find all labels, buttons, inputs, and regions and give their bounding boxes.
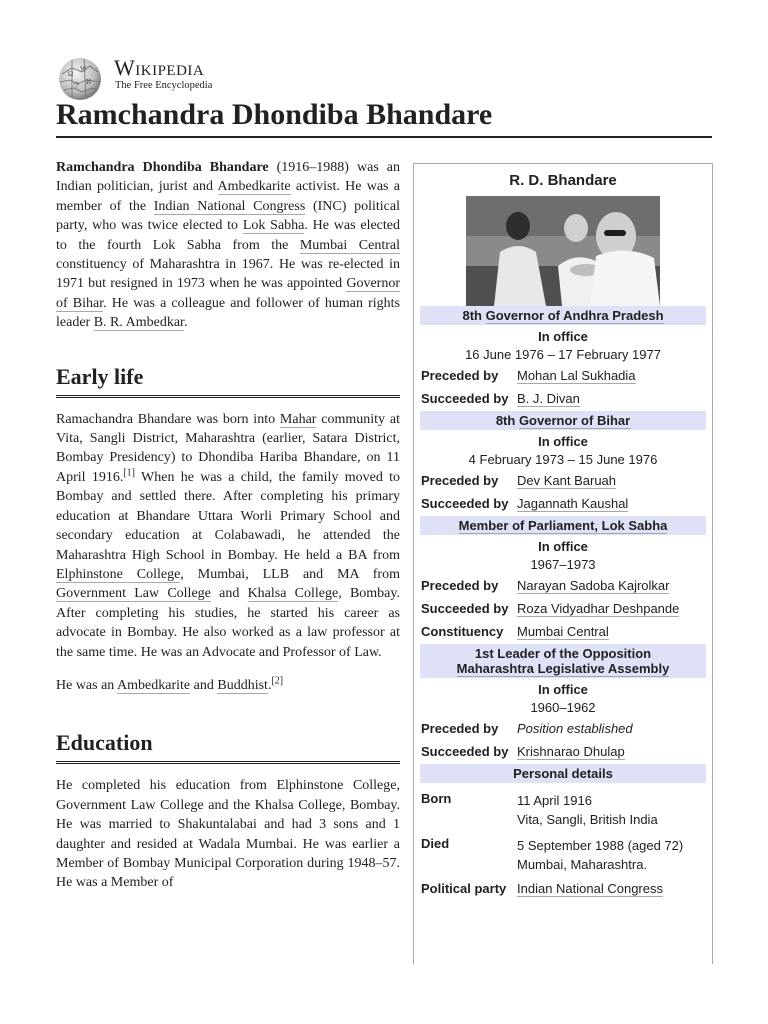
svg-text:И: И (86, 78, 92, 86)
link-member-of-parliament-lok-sabha[interactable]: Member of Parliament, Lok Sabha (458, 518, 668, 533)
text: . He was a colleague and follower of human rights leader (56, 295, 400, 331)
born-date: 11 April 1916 (517, 793, 592, 808)
born-row (414, 783, 712, 833)
link-government-law-college[interactable]: Government Law College (56, 586, 211, 602)
intro-paragraph (56, 158, 400, 333)
died-label: Died (421, 836, 450, 851)
link-roza-vidyadhar-deshpande[interactable]: Roza Vidyadhar Deshpande (517, 601, 680, 616)
link-bj-divan[interactable]: B. J. Divan (517, 391, 580, 406)
succeeded-by-row (414, 741, 712, 764)
text: and (210, 586, 248, 602)
text: (INC) political party, who was twice elected to (56, 198, 400, 234)
text: activist. He was a member of the (56, 179, 400, 214)
succeeded-by-label: Succeeded by (421, 601, 509, 616)
text: constituency of Maharashtra in 1967. He was re-elected in 1971 but resigned in 1973 when he was appointed (56, 257, 400, 292)
in-office-label: In office (538, 329, 588, 344)
text: . (183, 315, 188, 331)
page-title: Ramchandra Dhondiba Bhandare (56, 96, 712, 138)
infobox-title: R. D. Bhandare (509, 172, 617, 189)
preceded-by-label: Preceded by (421, 578, 499, 593)
office-dates: 1967–1973 (530, 557, 596, 572)
link-mumbai-central-infobox[interactable]: Mumbai Central (517, 624, 609, 639)
born-place: Vita, Sangli, British India (517, 812, 658, 827)
link-governor-of-andhra-pradesh[interactable]: Governor of Andhra Pradesh (485, 308, 664, 323)
wikipedia-globe-logo[interactable] (56, 54, 104, 102)
text: 8th (495, 413, 519, 428)
text: and (190, 677, 218, 693)
died-date: 5 September 1988 (aged 72) (517, 838, 684, 853)
link-br-ambedkar[interactable]: B. R. Ambedkar (93, 315, 184, 331)
text: 8th (462, 308, 486, 323)
office-dates: 16 June 1976 – 17 February 1977 (465, 347, 661, 362)
reference-link-2[interactable]: [2] (271, 675, 284, 687)
text: He was an (56, 677, 118, 693)
in-office-label: In office (538, 539, 588, 554)
succeeded-by-label: Succeeded by (421, 744, 509, 759)
link-dev-kant-baruah[interactable]: Dev Kant Baruah (517, 473, 617, 488)
reference-link-1[interactable]: [1] (123, 467, 135, 479)
preceded-by-label: Preceded by (421, 473, 499, 488)
infobox (413, 163, 713, 964)
preceded-by-label: Preceded by (421, 368, 499, 383)
subject-name: Ramchandra Dhondiba Bhandare (56, 160, 269, 175)
link-krishnarao-dhulap[interactable]: Krishnarao Dhulap (517, 744, 625, 759)
wikipedia-tagline: The Free Encyclopedia (115, 80, 213, 91)
education-paragraph: He completed his education from Elphinstone College, Government Law College and the Khalsa College, Bombay. He was married to Shakuntalabai and had 3 sons and 1 daughter and resided at Wadala Mumbai. He was earlier a Member of Bombay Municipal Corporation during 1948–57. He was a Member of (56, 778, 400, 891)
section-heading-early-life: Early life (56, 363, 400, 398)
text: . (267, 677, 272, 693)
succeeded-by-label: Succeeded by (421, 496, 509, 511)
text: Ramachandra Bhandare was born into (56, 411, 280, 427)
preceded-by-label: Preceded by (421, 721, 499, 736)
text: . He was elected to the fourth Lok Sabha from the (56, 218, 400, 253)
office-header-governor-andhra-pradesh (420, 306, 706, 325)
text: , Mumbai, LLB and MA from (180, 566, 400, 582)
text: , Bombay. After completing his studies, he started his career as advocate in Bombay. He also worked as a law professor at the same time. He was an Advocate and Professor of Law. (56, 586, 400, 660)
died-row (414, 833, 712, 878)
office-header-governor-bihar (420, 411, 706, 430)
link-buddhist[interactable]: Buddhist (217, 677, 268, 693)
link-maharashtra-legislative-assembly[interactable]: Maharashtra Legislative Assembly (456, 661, 670, 676)
link-governor-of-bihar-infobox[interactable]: Governor of Bihar (518, 413, 631, 428)
office-header-member-of-parliament (420, 516, 706, 535)
succeeded-by-row (414, 493, 712, 516)
text: (1916–1988) was an Indian politician, jurist and (56, 160, 401, 195)
succeeded-by-row (414, 388, 712, 411)
preceded-by-row (414, 365, 712, 388)
link-indian-national-congress-infobox[interactable]: Indian National Congress (517, 881, 663, 896)
link-governor-of-bihar[interactable]: Governor of Bihar (56, 276, 400, 311)
religion-paragraph (56, 676, 400, 695)
link-jagannath-kaushal[interactable]: Jagannath Kaushal (517, 496, 629, 511)
section-heading-education: Education (56, 729, 400, 764)
site-header (56, 54, 712, 98)
office-dates: 4 February 1973 – 15 June 1976 (468, 452, 658, 467)
in-office-label: In office (538, 434, 588, 449)
link-ambedkarite-2[interactable]: Ambedkarite (117, 677, 191, 693)
text: community at Vita, Sangli District, Maharashtra (earlier, Satara District, Bombay Presidency) to Dhondiba Hariba Bhandare, on 11 April 1916. (56, 411, 400, 485)
portrait-photo[interactable] (466, 196, 660, 306)
succeeded-by-row (414, 598, 712, 621)
in-office-label: In office (538, 682, 588, 697)
political-party-row (414, 878, 712, 901)
wikipedia-wordmark[interactable]: Wikipedia (114, 55, 205, 80)
constituency-row (414, 621, 712, 644)
link-mumbai-central[interactable]: Mumbai Central (299, 237, 400, 253)
preceded-by-row (414, 718, 712, 741)
position-established: Position established (517, 721, 633, 736)
link-khalsa-college[interactable]: Khalsa College (247, 586, 339, 602)
born-label: Born (421, 791, 452, 806)
preceded-by-row (414, 575, 712, 598)
succeeded-by-label: Succeeded by (421, 391, 509, 406)
constituency-label: Constituency (421, 624, 504, 639)
svg-text:Ω: Ω (68, 70, 74, 78)
office-dates: 1960–1962 (530, 700, 596, 715)
link-narayan-sadoba-kajrolkar[interactable]: Narayan Sadoba Kajrolkar (517, 578, 670, 593)
link-mohan-lal-sukhadia[interactable]: Mohan Lal Sukhadia (517, 368, 636, 383)
personal-details-header: Personal details (420, 764, 706, 783)
early-life-paragraph (56, 410, 400, 662)
link-lok-sabha[interactable]: Lok Sabha (242, 218, 305, 234)
svg-text:W: W (80, 65, 87, 73)
link-indian-national-congress[interactable]: Indian National Congress (153, 198, 306, 214)
office-header-line-1: 1st Leader of the Opposition (474, 646, 652, 661)
died-place: Mumbai, Maharashtra. (517, 857, 648, 872)
office-header-leader-of-opposition (420, 644, 706, 678)
link-mahar[interactable]: Mahar (279, 411, 317, 427)
article-body (56, 158, 400, 905)
text: When he was a child, the family moved to Bombay and settled there. After completing his primary education at Bhandare Uttara Worli Primary School and secondary education at Colabawadi, he attended the Maharashtra High School in Bombay. He held a BA from (56, 469, 400, 563)
political-party-label: Political party (421, 881, 507, 896)
link-elphinstone-college[interactable]: Elphinstone College (56, 566, 181, 582)
preceded-by-row (414, 470, 712, 493)
svg-text:ウ: ウ (73, 81, 80, 89)
link-ambedkarite[interactable]: Ambedkarite (217, 179, 291, 195)
